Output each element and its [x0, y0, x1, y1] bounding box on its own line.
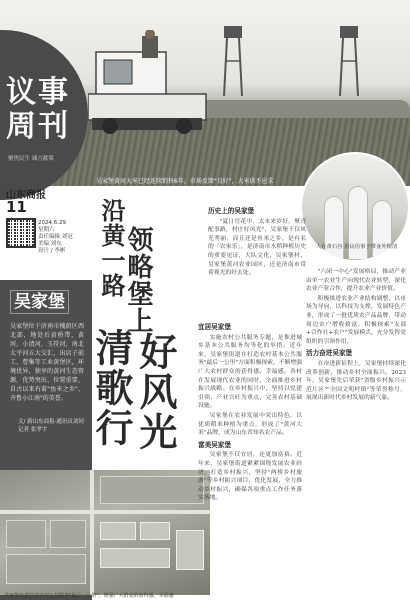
section-title-prosperous: 富美吴家堡: [198, 440, 231, 449]
issue-designer: 设计 / 李彬: [38, 248, 66, 254]
issue-weekday: 星期六: [38, 227, 55, 233]
article-paragraph: "六闭一中心"发展格局，推动产业由单一农业生产向现代农业转型，深化农业产业合作，提升农业产业价值。: [306, 269, 406, 293]
field-plot: [6, 520, 46, 548]
field-plot: [6, 554, 86, 584]
section-title-vitality: 活力奋进吴家堡: [306, 349, 353, 358]
article-paragraph: "夏日官花中，太末来岁好，聚青配事路，村庄好风光"，吴家堡不仅风光秀丽，而且还是鱼米之乡，是有名的「农家乐」，是济南市水稻种植历史的重要见证，大队文化，吴家堡村、吴家堡黄河农业园区，还是济南市赏荷观光的好去处。: [208, 218, 306, 277]
headline-line-4: 清歌行: [89, 328, 133, 448]
issue-art-editor: 美编 刘东: [38, 241, 62, 247]
masthead-subtitle: 聚焦民生 谏言献策: [8, 156, 54, 162]
article-paragraph: 吴家堡在农业发展中突出特色，以优质稻米种植为重点，形成了"黄河大米"品牌，成为山东省知名农产品。: [198, 412, 302, 437]
article-column-3: [306, 268, 406, 592]
article-paragraph: 吴家堡不仅宜居，还更加富裕。近年来，吴家堡街道紧紧围绕发展农业经济，打造乡村振兴，坚持"两桥乡村旅游"等乡村振兴项目，优化发展，全力推动乡村振兴，确保各项重点工作任务落实落地。: [198, 452, 302, 502]
headline-line-1: 领略堡上: [123, 226, 153, 334]
watchtower-icon: [338, 26, 360, 96]
headline-line-3: 沿黄一路: [97, 198, 125, 298]
article-column-2: [198, 320, 302, 592]
aerial-photo: [0, 470, 210, 595]
road: [0, 510, 210, 514]
section-title-history: 历史上的吴家堡: [208, 207, 255, 215]
article-paragraph: 在奋进新征程上，吴家堡持续深化改革创新，推动乡村全面振兴。2023年，吴家堡先后荣获"省级乡村振兴示范片区""全国文明村镇"等荣誉称号，展现出新时代乡村发展的新气象。: [306, 360, 406, 402]
circle-photo-caption: 人在黄石谷 用民俗事子带身外精清: [316, 244, 398, 250]
page-number: 11: [6, 198, 27, 216]
article-paragraph: 积极推进农业产业结构调整，以市场为导向，以科技为支撑，发展特色产业，形成了一批优质农产品品牌，带动周边农户增收致富，积极探索"支部+合作社+农户"发展模式，充分发挥党组织的引领作用。: [306, 295, 406, 345]
field-plot: [50, 520, 86, 548]
field-plot: [100, 476, 204, 504]
building: [140, 522, 170, 540]
section-title-livable: 宜居吴家堡: [198, 323, 231, 331]
issue-date: 2024.6.29: [38, 220, 66, 226]
building: [100, 522, 136, 540]
place-name: 吴家堡: [10, 290, 69, 314]
watchtower-icon: [222, 26, 244, 96]
harvester-image: [88, 30, 208, 142]
article-paragraph: 实施农村公共服务专题，是推进城乡基本公共服务均等化的举措。近年来，吴家堡街道在打造农村基本公共服务"最后一公里"方面积极探索，不断增强广大农村群众的获得感、幸福感。各村在发展现代农业的同时，全面推进乡村振兴战略。在乡村振兴中，坚持以党建引领、产业兴旺为重点，完善农村基础设施。: [198, 334, 302, 410]
masthead-title: 议事周刊: [6, 75, 70, 144]
building: [100, 548, 170, 568]
top-photo-caption: 吴家堡黄河大米已经连续销售6年，市场反馈"良好"，大米供不应求: [96, 178, 274, 185]
newspaper-name: 山东商报: [6, 190, 46, 201]
road: [90, 470, 94, 595]
issue-meta: [38, 220, 74, 255]
issue-editor: 责任编辑 刘冠: [38, 234, 73, 240]
place-intro: 吴家堡位于济南市槐荫区西北部，地处后黄桥带，黄河，小清河，玉符河，南北太平河五大交汇，出店子前工，曹集等工业黄堡区，环境优异，独享的黄河生态资源，优势突出、位置重要，自古以来有着"鱼米之乡"、齐鲁小江南"的美誉。: [10, 323, 84, 402]
place-credit: 文/ 新山东商报·通讯员刘同 记者 张孝宇: [18, 419, 84, 433]
qr-code-icon[interactable]: [6, 218, 36, 248]
headline-line-2: 好风光: [133, 332, 177, 452]
person-figure: [372, 200, 392, 260]
bottom-caption: 吴家堡街道打造农村公共服务"最后一公里"，增强广大群众的获得感、幸福感: [4, 593, 174, 599]
